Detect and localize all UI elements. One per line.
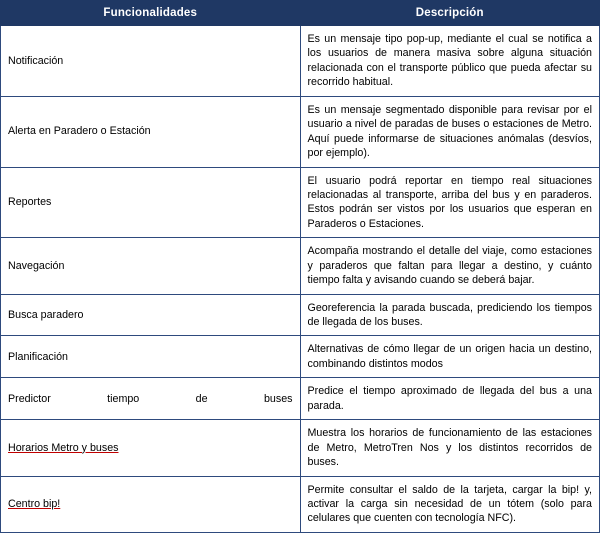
table-row: [1, 336, 600, 378]
column-header-descripcion: Descripción: [300, 1, 600, 26]
table-row: [1, 238, 600, 294]
row-description-alerta-paradero-estacion: Es un mensaje segmentado disponible para revisar por el usuario a nivel de paradas de buses o estaciones de Metro. Aquí puede informarse de situaciones anómalas (desvíos, por ejemplo).: [300, 96, 600, 167]
row-description-predictor-tiempo-buses: Predice el tiempo aproximado de llegada del bus a una parada.: [300, 378, 600, 420]
row-description-notificacion: Es un mensaje tipo pop-up, mediante el cual se notifica a los usuarios de manera masiva sobre alguna situación relacionada con el transporte público que pueda afectar su recorrido habitual.: [300, 26, 600, 97]
row-description-navegacion: Acompaña mostrando el detalle del viaje, como estaciones y paraderos que faltan para llegar a destino, y cuánto tiempo falta y avisando cuando se deberá bajar.: [300, 238, 600, 294]
row-feature-busca-paradero: Busca paradero: [1, 294, 301, 336]
table-row: [1, 167, 600, 238]
table-header-row: [1, 1, 600, 26]
row-description-planificacion: Alternativas de cómo llegar de un origen hacia un destino, combinando distintos modos: [300, 336, 600, 378]
row-feature-navegacion: Navegación: [1, 238, 301, 294]
row-feature-horarios-metro-buses: Horarios Metro y buses: [1, 420, 301, 476]
table-row: [1, 294, 600, 336]
row-feature-notificacion: Notificación: [1, 26, 301, 97]
column-header-funcionalidades: Funcionalidades: [1, 1, 301, 26]
table-row: [1, 476, 600, 532]
row-feature-predictor-tiempo-buses: Predictor tiempo de buses: [1, 378, 301, 420]
row-feature-planificacion: Planificación: [1, 336, 301, 378]
row-feature-alerta-paradero-estacion: Alerta en Paradero o Estación: [1, 96, 301, 167]
table-body: [1, 26, 600, 533]
row-feature-centro-bip: Centro bip!: [1, 476, 301, 532]
table-row: [1, 96, 600, 167]
row-description-reportes: El usuario podrá reportar en tiempo real situaciones relacionadas al transporte, arriba del bus y en paraderos. Estos podrán ser vistos por los usuarios que esperan en Paraderos o Estaciones.: [300, 167, 600, 238]
table-row: [1, 26, 600, 97]
table-row: [1, 420, 600, 476]
row-description-centro-bip: Permite consultar el saldo de la tarjeta, cargar la bip! y, activar la carga sin necesidad de un tótem (solo para celulares que cuenten con tecnología NFC).: [300, 476, 600, 532]
row-description-horarios-metro-buses: Muestra los horarios de funcionamiento de las estaciones de Metro, MetroTren Nos y los distintos recorridos de buses.: [300, 420, 600, 476]
row-feature-reportes: Reportes: [1, 167, 301, 238]
row-description-busca-paradero: Georeferencia la parada buscada, prediciendo los tiempos de llegada de los buses.: [300, 294, 600, 336]
table-header: [1, 1, 600, 26]
table-row: [1, 378, 600, 420]
